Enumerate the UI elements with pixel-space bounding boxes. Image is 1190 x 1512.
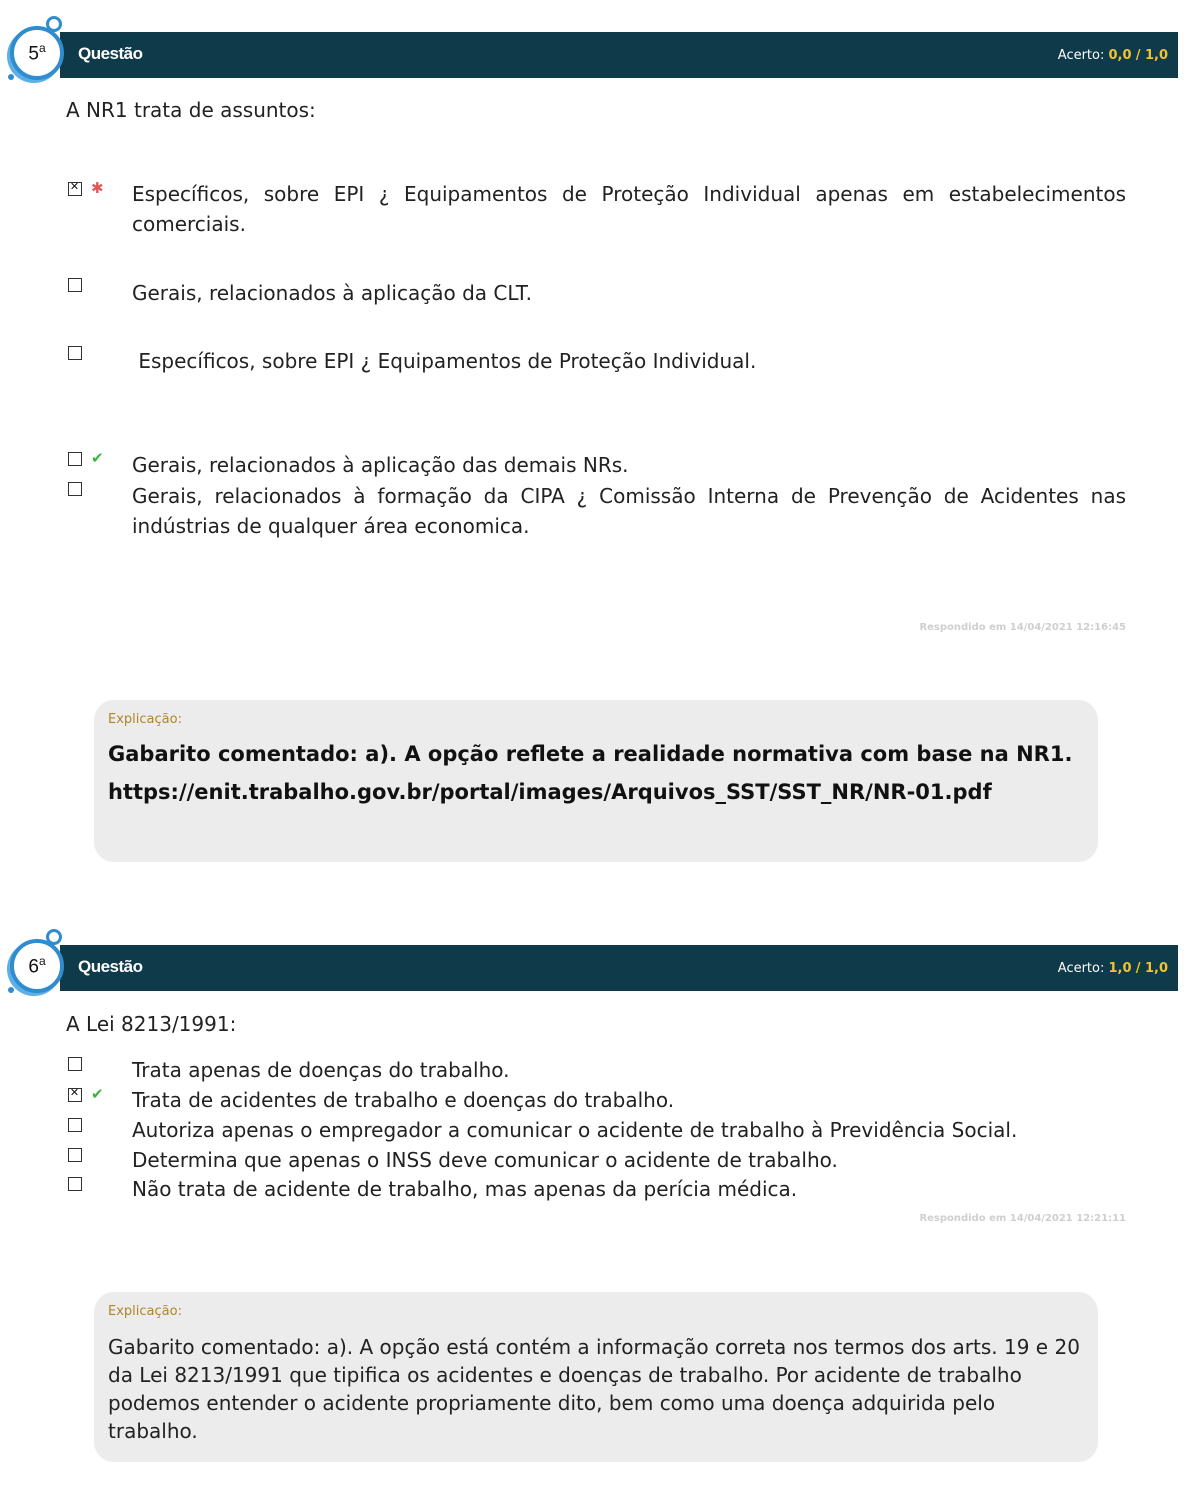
score [1058, 961, 1168, 976]
score-value: 1,0 [1108, 961, 1132, 976]
wrong-mark-icon: ✱ [91, 179, 104, 197]
checkbox-icon[interactable] [68, 482, 82, 496]
checkbox-icon[interactable] [68, 1177, 82, 1191]
question-header [60, 945, 1178, 991]
option-text: Gerais, relacionados à formação da CIPA ¿ Comissão Interna de Prevenção de Acidentes nas indústrias de qualquer área economica. [132, 484, 1126, 538]
question-label: Questão [78, 957, 143, 976]
answered-timestamp: Respondido em 14/04/2021 12:21:11 [919, 1213, 1126, 1224]
correct-check-icon: ✔ [91, 1085, 104, 1103]
checkbox-icon[interactable] [68, 346, 82, 360]
score-total: / 1,0 [1135, 961, 1168, 976]
checkbox-icon[interactable] [68, 452, 82, 466]
option-text: Gerais, relacionados à aplicação das demais NRs. [132, 453, 629, 477]
explanation-label: Explicação: [108, 1304, 182, 1319]
option-text: Trata apenas de doenças do trabalho. [132, 1058, 510, 1082]
score-label: Acerto: [1057, 961, 1105, 976]
question-prompt: A NR1 trata de assuntos: [66, 98, 316, 122]
question-label: Questão [78, 44, 143, 63]
checkbox-icon[interactable] [68, 1057, 82, 1071]
checkbox-icon[interactable] [68, 278, 82, 292]
option-text: Específicos, sobre EPI ¿ Equipamentos de Proteção Individual apenas em estabelecimentos comerciais. [132, 182, 1126, 236]
question-header [60, 32, 1178, 78]
score-label: Acerto: [1057, 48, 1105, 63]
question-number: 5 [28, 43, 39, 65]
explanation-text: Gabarito comentado: a). A opção está contém a informação correta nos termos dos arts. 19 e 20 da Lei 8213/1991 que tipifica os acidentes e doenças de trabalho. Por acidente de trabalho podemos entender o acidente propriamente dito, bem como uma doença adquirida pelo trabalho. [108, 1335, 1080, 1443]
explanation-link[interactable]: https://enit.trabalho.gov.br/portal/images/Arquivos_SST/SST_NR/NR-01.pdf [108, 780, 992, 804]
explanation-box [94, 700, 1098, 862]
option-text: Gerais, relacionados à aplicação da CLT. [132, 281, 532, 305]
correct-check-icon: ✔ [91, 449, 104, 467]
score-value: 0,0 [1108, 48, 1132, 63]
option-text: Não trata de acidente de trabalho, mas apenas da perícia médica. [132, 1177, 798, 1201]
option-text: Trata de acidentes de trabalho e doenças do trabalho. [132, 1088, 675, 1112]
explanation-box [94, 1292, 1098, 1462]
checkbox-checked-icon[interactable] [68, 182, 82, 196]
score [1058, 48, 1168, 63]
question-number-suffix: a [38, 954, 46, 968]
badge-small-dot-icon [8, 987, 14, 993]
checkbox-icon[interactable] [68, 1118, 82, 1132]
question-number-badge [10, 26, 64, 80]
answered-timestamp: Respondido em 14/04/2021 12:16:45 [919, 622, 1126, 633]
checkbox-icon[interactable] [68, 1148, 82, 1162]
explanation-label: Explicação: [108, 712, 182, 727]
question-number-suffix: a [38, 41, 46, 55]
option-text: Autoriza apenas o empregador a comunicar o acidente de trabalho à Previdência Social. [132, 1118, 1018, 1142]
question-number: 6 [28, 956, 39, 978]
option-text: Determina que apenas o INSS deve comunicar o acidente de trabalho. [132, 1148, 838, 1172]
badge-dot-icon [46, 929, 62, 945]
score-total: / 1,0 [1135, 48, 1168, 63]
explanation-line: Gabarito comentado: a). A opção reflete a realidade normativa com base na NR1. [108, 742, 1073, 766]
badge-dot-icon [46, 16, 62, 32]
checkbox-checked-icon[interactable] [68, 1088, 82, 1102]
badge-small-dot-icon [8, 74, 14, 80]
question-prompt: A Lei 8213/1991: [66, 1012, 237, 1036]
option-text: Específicos, sobre EPI ¿ Equipamentos de Proteção Individual. [132, 349, 757, 373]
question-number-badge [10, 939, 64, 993]
